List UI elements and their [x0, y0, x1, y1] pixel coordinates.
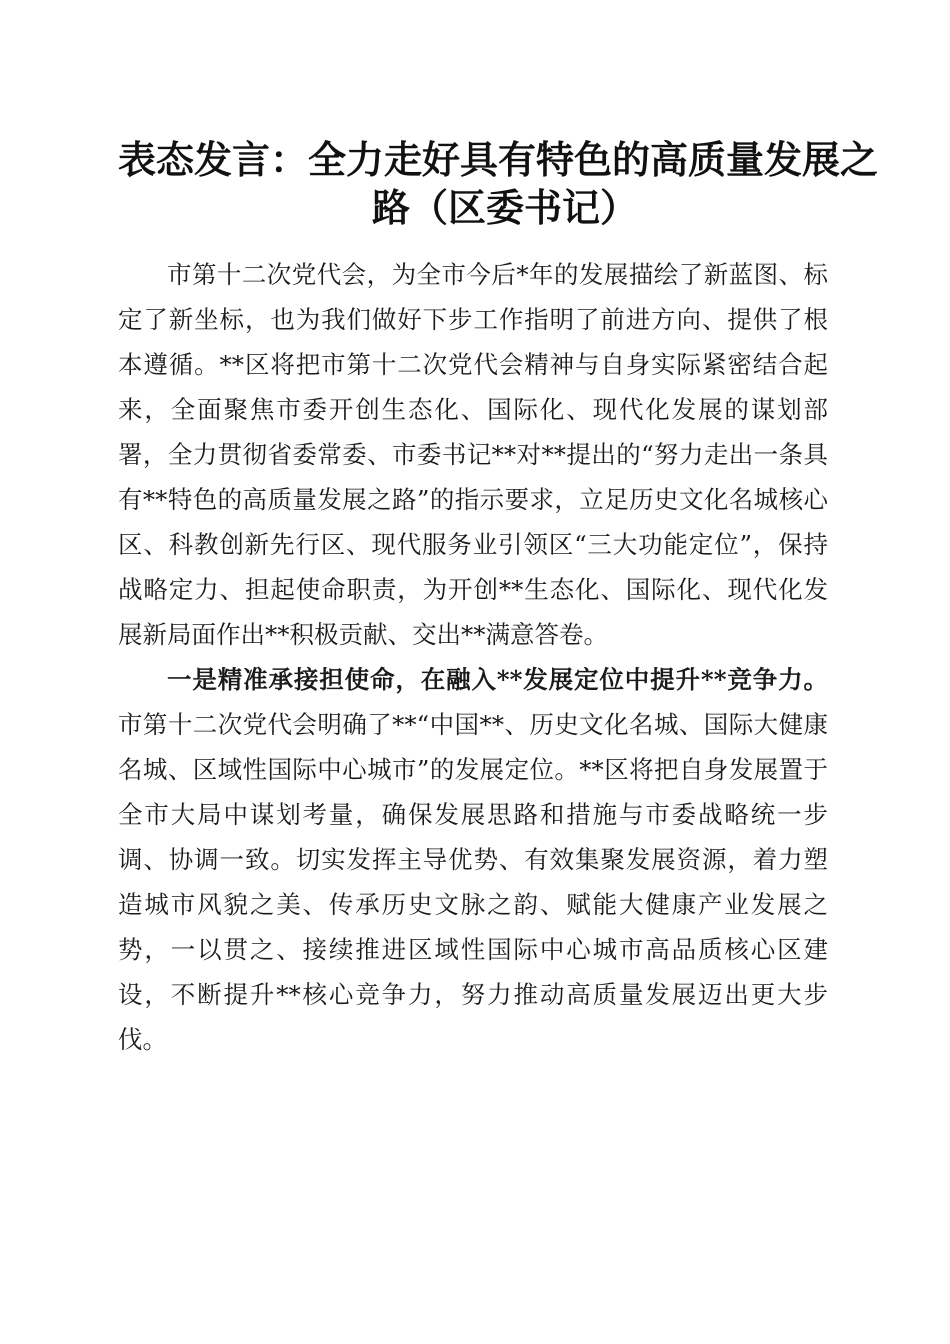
paragraph-1: [118, 252, 828, 657]
title-line-1: 表态发言：全力走好具有特色的高质量发展之: [118, 137, 879, 182]
paragraph-2-lead: 一是精准承接担使命，在融入**发展定位中提升**竞争力。: [167, 665, 828, 694]
paragraph-2: [118, 657, 828, 1062]
title-line-2: 路（区委书记）: [372, 185, 639, 230]
document-title: [118, 136, 879, 232]
document-body: [118, 252, 828, 1062]
paragraph-2-text: 市第十二次党代会明确了**“中国**、历史文化名城、国际大健康名城、区域性国际中心城市”的发展定位。**区将把自身发展置于全市大局中谋划考量，确保发展思路和措施与市委战略统一步调、协调一致。切实发挥主导优势、有效集聚发展资源，着力塑造城市风貌之美、传承历史文脉之韵、赋能大健康产业发展之势，一以贯之、接续推进区域性国际中心城市高品质核心区建设，不断提升**核心竞争力，努力推动高质量发展迈出更大步伐。: [118, 710, 828, 1054]
paragraph-1-text: 市第十二次党代会，为全市今后*年的发展描绘了新蓝图、标定了新坐标，也为我们做好下步工作指明了前进方向、提供了根本遵循。**区将把市第十二次党代会精神与自身实际紧密结合起来，全面聚焦市委开创生态化、国际化、现代化发展的谋划部署，全力贯彻省委常委、市委书记**对**提出的“努力走出一条具有**特色的高质量发展之路”的指示要求，立足历史文化名城核心区、科教创新先行区、现代服务业引领区“三大功能定位”，保持战略定力、担起使命职责，为开创**生态化、国际化、现代化发展新局面作出**积极贡献、交出**满意答卷。: [118, 260, 828, 649]
